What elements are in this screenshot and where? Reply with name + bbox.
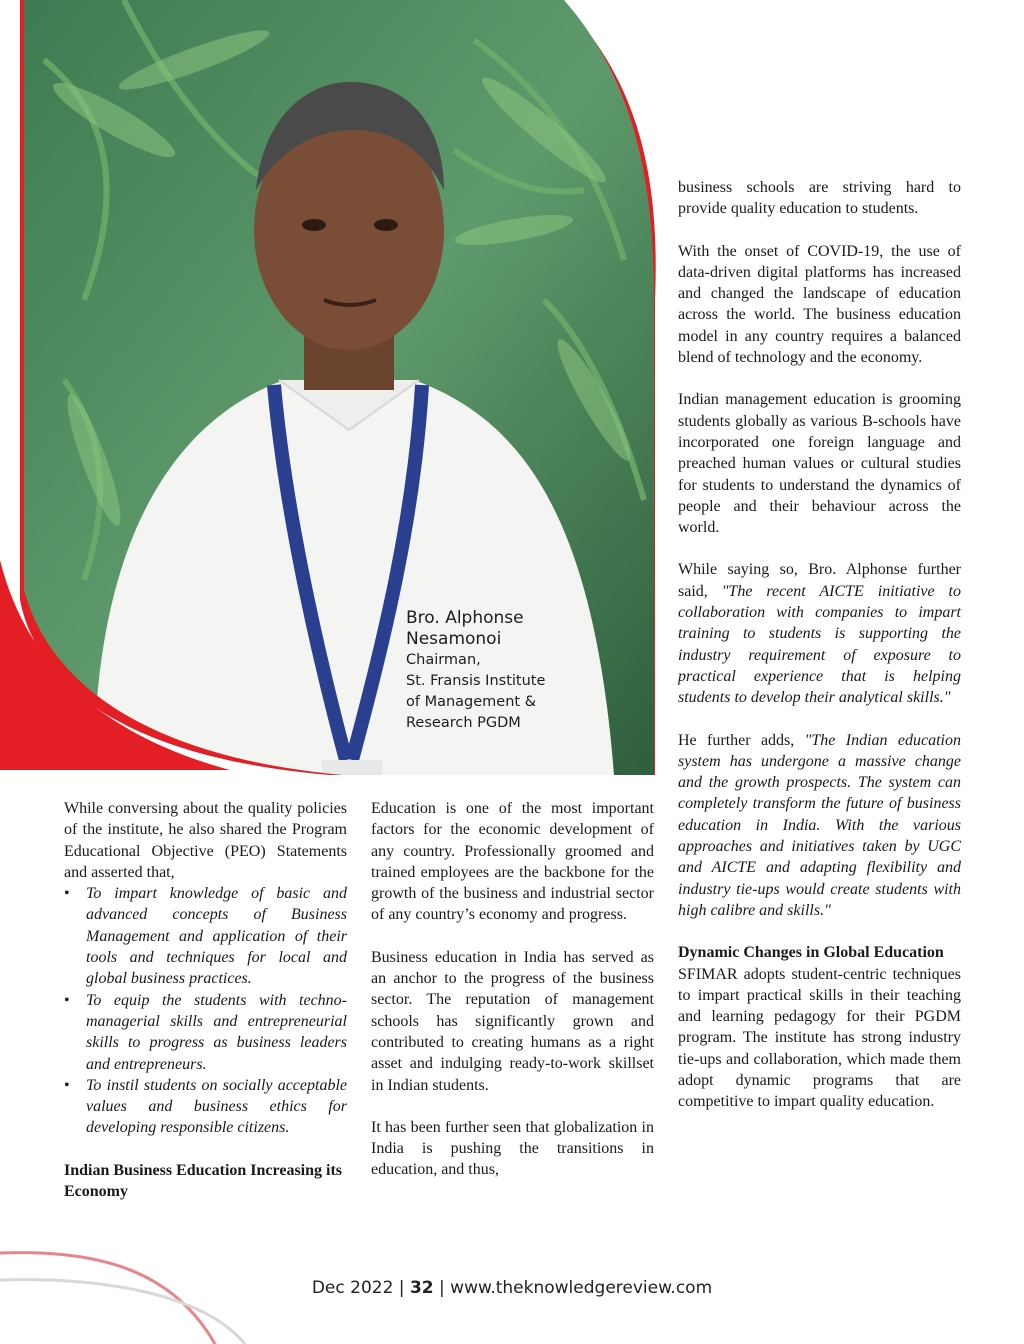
paragraph bbox=[678, 559, 961, 708]
caption-role-line: of Management & bbox=[406, 694, 537, 710]
section-heading: Dynamic Changes in Global Education bbox=[678, 944, 944, 962]
quote-text: "The recent AICTE initiative to collaboration with companies to impart training to students is supporting the industry requirement of exposure to practical experience that is helping students to develop their analytical skills." bbox=[678, 582, 961, 707]
caption-name: Bro. Alphonse Nesamonoi bbox=[406, 608, 524, 649]
paragraph: Indian management education is grooming students globally as various B-schools have incorporated one foreign language and preached human values or cultural studies for students to understand the dynamics of people and their behaviour across the world. bbox=[678, 391, 961, 537]
article-column-3 bbox=[678, 177, 961, 1113]
page-number: 32 bbox=[409, 1278, 434, 1298]
caption-role-line: St. Fransis Institute bbox=[406, 673, 546, 689]
bullet-item: • To impart knowledge of basic and advanced concepts of Business Management and application of their tools and techniques for local and global business practices. bbox=[64, 883, 347, 989]
page-footer bbox=[0, 1278, 1024, 1298]
paragraph: With the onset of COVID-19, the use of data-driven digital platforms has increased and changed the landscape of education across the world. The business education model in any country requires a balanced blend of technology and the economy. bbox=[678, 242, 961, 367]
paragraph: Business education in India has served as an anchor to the progress of the business sector. The reputation of management schools has significantly grown and contributed to creating humans as a right asset and indulging ready-to-work skillset in Indian students. bbox=[371, 948, 654, 1094]
separator: | bbox=[393, 1278, 410, 1298]
paragraph: It has been further seen that globalization in India is pushing the transitions in education, and thus, bbox=[371, 1118, 654, 1179]
paragraph bbox=[678, 730, 961, 922]
paragraph: Education is one of the most important factors for the economic development of any country. Professionally groomed and trained employees are the backbone for the growth of the business and industrial sector of any country’s economy and progress. bbox=[371, 800, 654, 924]
bullet-item: • To instil students on socially acceptable values and business ethics for developing responsible citizens. bbox=[64, 1075, 347, 1139]
photo-caption bbox=[406, 608, 606, 734]
website-url: www.theknowledgereview.com bbox=[450, 1278, 713, 1298]
bullet-item: • To equip the students with techno-managerial skills and entrepreneurial skills to progress as business leaders and entrepreneurs. bbox=[64, 990, 347, 1075]
article-column-2 bbox=[371, 798, 654, 1181]
separator: | bbox=[433, 1278, 451, 1298]
section-heading: Indian Business Education Increasing its Economy bbox=[64, 1161, 343, 1201]
paragraph: SFIMAR adopts student-centric techniques to impart practical skills in their teaching and learning pedagogy for their PGDM program. The institute has strong industry tie-ups and collaboration, which made them adopt dynamic programs that are competitive to impart quality education. bbox=[678, 965, 961, 1111]
peo-bullet-list bbox=[64, 883, 347, 1139]
article-column-1 bbox=[64, 798, 347, 1202]
caption-role-line: Research PGDM bbox=[406, 715, 521, 731]
paragraph: business schools are striving hard to provide quality education to students. bbox=[678, 179, 961, 218]
quote-text: "The Indian education system has undergone a massive change and the growth prospects. The system can completely transform the future of business education in India. With the various approaches and initiatives taken by UGC and AICTE and adapting flexibility and industry tie-ups would create students with high calibre and skills." bbox=[678, 731, 961, 919]
quote-lead: He further adds, bbox=[678, 731, 805, 749]
issue-date: Dec 2022 bbox=[311, 1278, 394, 1298]
quote-lead: While saying so, Bro. Alphonse further said, bbox=[678, 561, 961, 600]
paragraph: While conversing about the quality policies of the institute, he also shared the Program Educational Objective (PEO) Statements and asserted that, bbox=[64, 800, 347, 881]
caption-role-line: Chairman, bbox=[406, 652, 481, 668]
